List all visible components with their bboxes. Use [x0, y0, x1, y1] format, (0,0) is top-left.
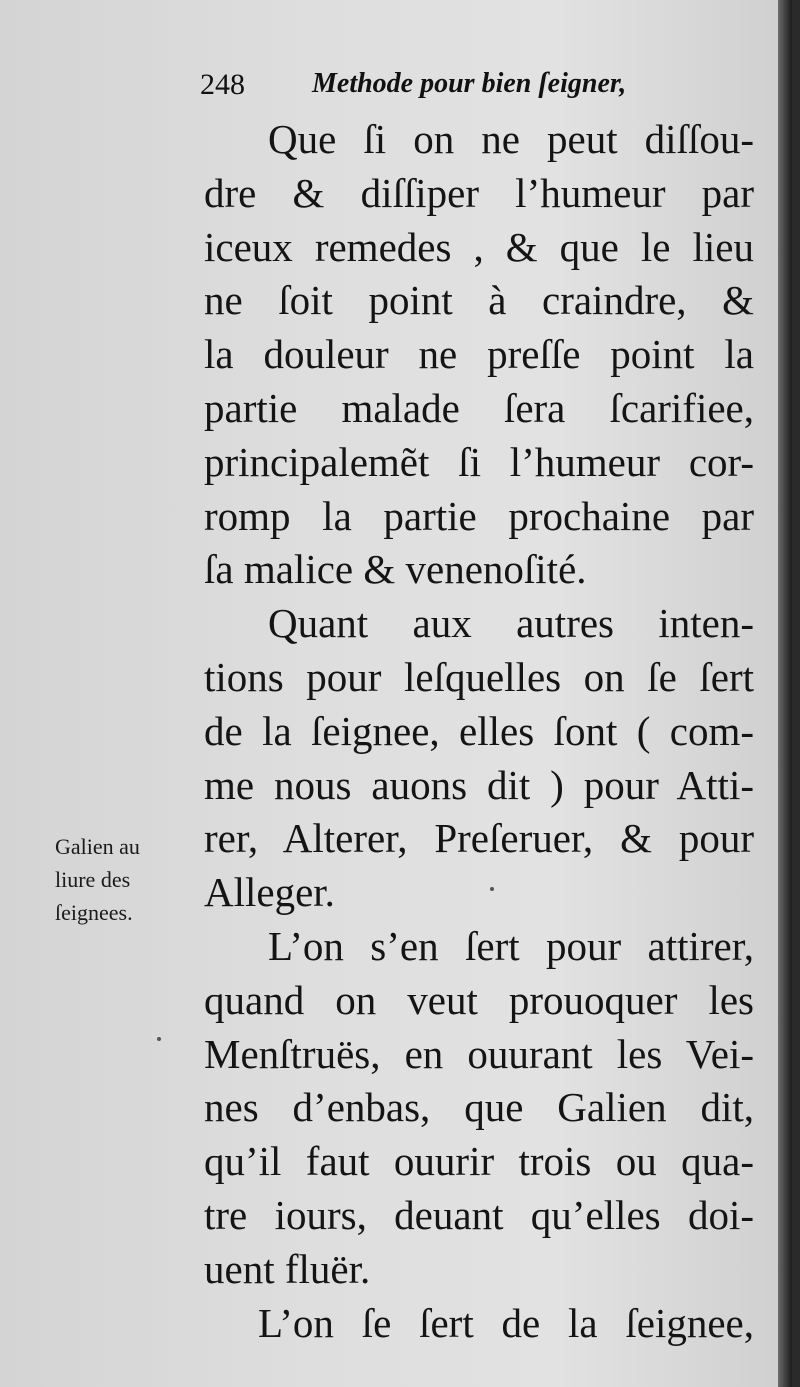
- paragraph: [204, 920, 754, 1297]
- paragraph: [204, 597, 754, 920]
- text-line: ne ſoit point à craindre, &: [204, 277, 754, 324]
- paragraph: [204, 1297, 754, 1351]
- text-line: me nous auons dit ) pour Atti-: [204, 761, 754, 808]
- text-line: dre & diſſiper l’humeur par: [204, 169, 754, 216]
- text-line: qu’il faut ouurir trois ou qua-: [204, 1138, 754, 1185]
- text-line: L’on s’en ſert pour attirer,: [268, 922, 754, 969]
- text-line: de la ſeignee, elles ſont ( com-: [204, 707, 754, 754]
- margin-note-line: liure des: [55, 867, 131, 892]
- main-text: [204, 113, 754, 1350]
- text-line: ſa malice & venenoſité.: [204, 546, 587, 593]
- text-line: Alleger.: [204, 869, 335, 916]
- margin-note-line: ſeignees.: [55, 900, 133, 925]
- text-line: L’on ſe ſert de la ſeignee,: [258, 1299, 754, 1346]
- running-title: Methode pour bien ſeigner,: [312, 68, 627, 99]
- text-line: Menſtruës, en ouurant les Vei-: [204, 1030, 754, 1077]
- margin-note-line: Galien au: [55, 834, 140, 859]
- text-line: rer, Alterer, Preſeruer, & pour: [204, 815, 754, 862]
- text-line: iceux remedes , & que le lieu: [204, 223, 754, 270]
- text-line: nes d’enbas, que Galien dit,: [204, 1084, 754, 1131]
- page-binding-shadow: [778, 0, 792, 1387]
- text-line: tions pour leſquelles on ſe ſert: [204, 653, 754, 700]
- paragraph: [204, 113, 754, 597]
- text-line: quand on veut prouoquer les: [204, 976, 754, 1023]
- text-line: Que ſi on ne peut diſſou-: [268, 116, 754, 162]
- text-line: partie malade ſera ſcarifiee,: [204, 384, 754, 431]
- margin-note: [55, 830, 183, 929]
- ink-speck: [157, 1037, 161, 1041]
- ink-speck: [490, 887, 494, 891]
- page-header: [200, 68, 760, 108]
- text-line: la douleur ne preſſe point la: [204, 331, 754, 378]
- text-line: tre iours, deuant qu’elles doi-: [204, 1191, 754, 1238]
- page-number: 248: [200, 68, 245, 101]
- text-line: romp la partie prochaine par: [204, 492, 754, 539]
- text-line: uent fluër.: [204, 1245, 371, 1292]
- text-line: Quant aux autres inten-: [268, 600, 754, 647]
- text-line: principalemẽt ſi l’humeur cor-: [204, 438, 754, 485]
